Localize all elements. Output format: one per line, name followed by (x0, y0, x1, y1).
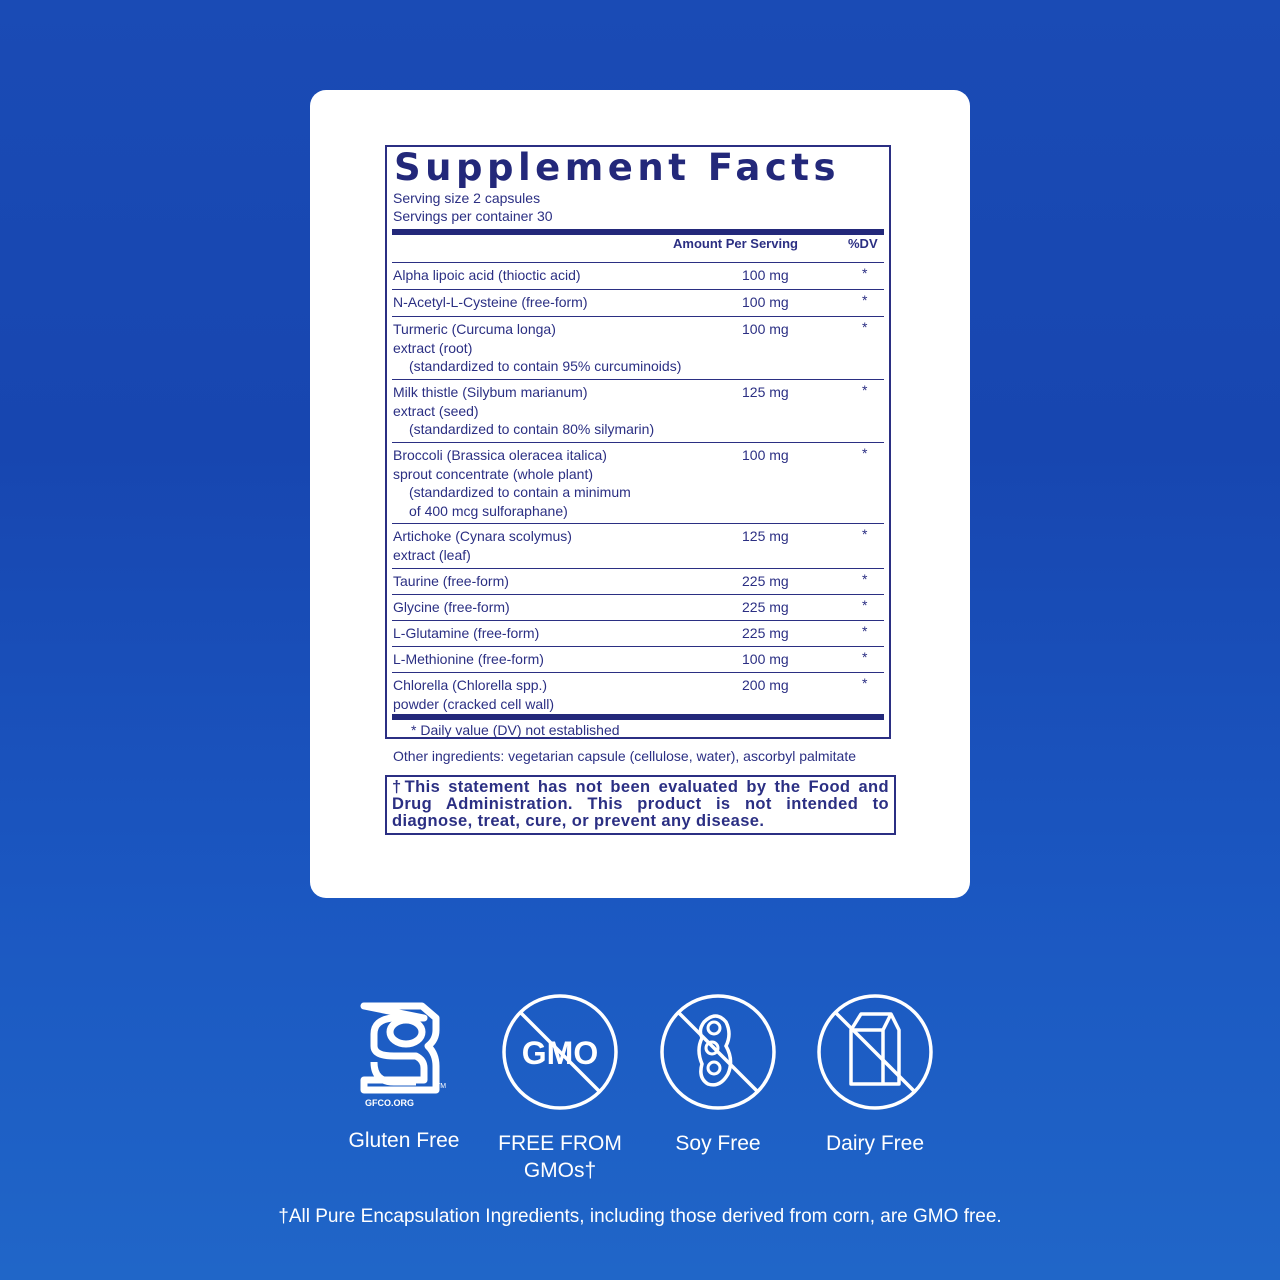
amount-per-serving-header: Amount Per Serving (673, 236, 798, 251)
dv-footnote: * Daily value (DV) not established (411, 722, 620, 738)
ingredient-amount: 225 mg (742, 625, 789, 641)
servings-per-container: Servings per container 30 (393, 208, 553, 224)
badge-gmo-free (480, 990, 640, 1182)
ingredient-amount: 100 mg (742, 294, 789, 310)
ingredient-amount: 100 mg (742, 321, 789, 337)
gmo-free-label: FREE FROM GMOs† (498, 1132, 622, 1182)
ingredient-amount: 225 mg (742, 573, 789, 589)
table-row (392, 672, 884, 715)
ingredient-dv: * (862, 526, 868, 542)
ingredient-name: Glycine (free-form) (393, 599, 510, 615)
table-row (392, 289, 884, 316)
gluten-free-logo-icon (324, 990, 484, 1120)
ingredient-dv: * (862, 265, 868, 281)
ingredient-name: Alpha lipoic acid (thioctic acid) (393, 267, 581, 283)
ingredient-dv: * (862, 571, 868, 587)
thick-rule-bottom (392, 714, 884, 720)
gmo-disclaimer: †All Pure Encapsulation Ingredients, including those derived from corn, are GMO free. (278, 1206, 1002, 1227)
soy-free-label: Soy Free (675, 1132, 761, 1155)
no-soy-icon (638, 990, 798, 1120)
table-row (392, 523, 884, 568)
table-row (392, 646, 884, 672)
ingredient-amount: 125 mg (742, 384, 789, 400)
ingredient-dv: * (862, 675, 868, 691)
no-dairy-icon (795, 990, 955, 1120)
table-row (392, 568, 884, 594)
ingredient-dv: * (862, 382, 868, 398)
gluten-free-label: Gluten Free (348, 1129, 460, 1152)
ingredient-amount: 125 mg (742, 528, 789, 544)
ingredient-amount: 100 mg (742, 651, 789, 667)
dairy-free-label: Dairy Free (825, 1132, 925, 1155)
ingredient-name: Broccoli (Brassica oleracea italica) sprout concentrate (whole plant) (standardized to contain a minimum of 400 mcg sulforaphane) (393, 447, 631, 519)
ingredient-amount: 225 mg (742, 599, 789, 615)
ingredient-name: Milk thistle (Silybum marianum) extract (seed) (standardized to contain 80% silymarin) (393, 384, 655, 437)
table-row (392, 262, 884, 289)
tm-mark: TM (436, 1083, 447, 1090)
badge-dairy-free (795, 990, 955, 1155)
ingredient-name: Turmeric (Curcuma longa) extract (root) (standardized to contain 95% curcuminoids) (393, 321, 682, 374)
ingredient-amount: 100 mg (742, 267, 789, 283)
ingredient-dv: * (862, 319, 868, 335)
badge-gluten-free (324, 990, 484, 1152)
ingredient-name: L-Glutamine (free-form) (393, 625, 540, 641)
ingredient-amount: 200 mg (742, 677, 789, 693)
gfco-text: GFCO.ORG (365, 1098, 414, 1108)
ingredient-dv: * (862, 649, 868, 665)
fda-statement: †This statement has not been evaluated by the Food and Drug Administration. This product is not intended to diagnose, treat, cure, or prevent any disease. (385, 775, 896, 835)
serving-size: Serving size 2 capsules (393, 190, 541, 206)
facts-title: Supplement Facts (394, 146, 841, 189)
thick-rule-top (392, 229, 884, 235)
ingredient-name: L-Methionine (free-form) (393, 651, 544, 667)
table-row (392, 316, 884, 379)
supplement-facts-panel (385, 145, 891, 739)
ingredient-name: Chlorella (Chlorella spp.) powder (cracked cell wall) (393, 677, 555, 712)
no-gmo-icon (480, 990, 640, 1120)
ingredient-dv: * (862, 623, 868, 639)
ingredient-name: Artichoke (Cynara scolymus) extract (leaf) (393, 528, 572, 563)
ingredient-dv: * (862, 597, 868, 613)
other-ingredients: Other ingredients: vegetarian capsule (cellulose, water), ascorbyl palmitate (393, 748, 857, 764)
ingredient-name: Taurine (free-form) (393, 573, 509, 589)
ingredient-amount: 100 mg (742, 447, 789, 463)
ingredient-dv: * (862, 292, 868, 308)
table-row (392, 442, 884, 523)
table-row (392, 620, 884, 646)
gmo-icon-text: GMO (521, 1035, 599, 1071)
ingredient-dv: * (862, 445, 868, 461)
badge-soy-free (638, 990, 798, 1155)
table-row (392, 594, 884, 620)
ingredient-name: N-Acetyl-L-Cysteine (free-form) (393, 294, 588, 310)
table-row (392, 379, 884, 442)
dv-header: %DV (848, 236, 878, 251)
